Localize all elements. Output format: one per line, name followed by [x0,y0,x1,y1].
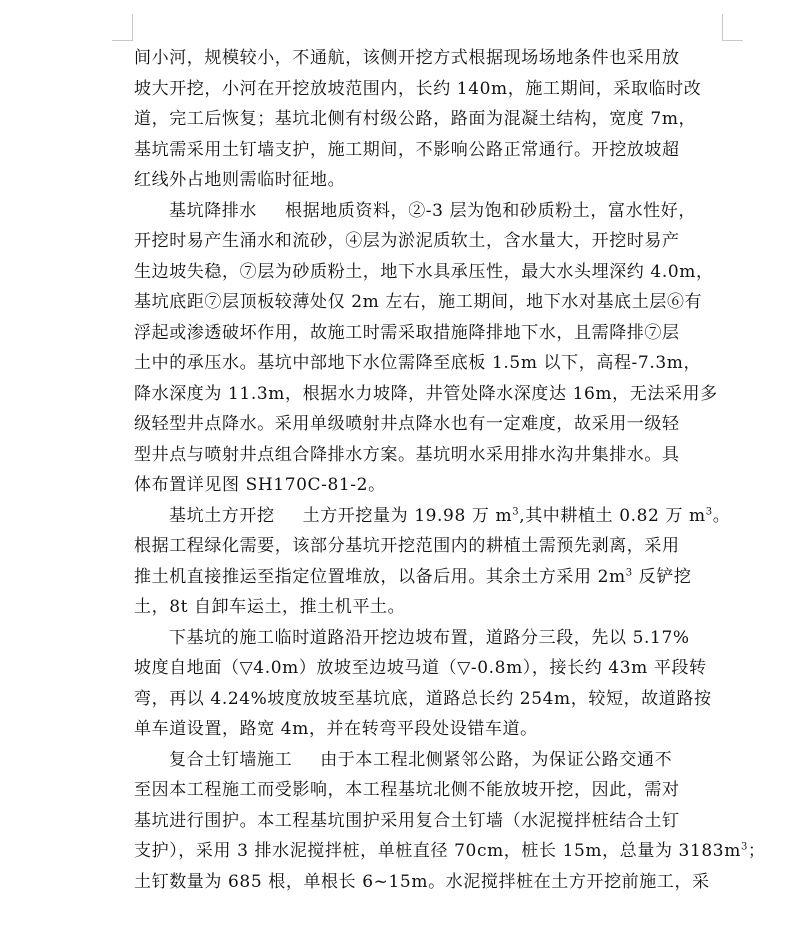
text-line: 开挖时易产生涌水和流砂，④层为淤泥质软土，含水量大，开挖时易产 [134,231,680,251]
text-line: 基坑底距⑦层顶板较薄处仅 2m 左右，施工期间，地下水对基底土层⑥有 [134,292,703,312]
text-line: 根据工程绿化需要，该部分基坑开挖范围内的耕植土需预先剥离，采用 [134,536,680,556]
document-body [134,43,766,897]
text-line-content: 根据地质资料，②-3 层为饱和砂质粉土，富水性好， [285,200,696,221]
text-line-content: 推土机直接推运至指定位置堆放，以备后用。其余土方采用 2m [134,566,626,587]
text-line: 红线外占地则需临时征地。 [134,170,346,190]
text-line: 单车道设置，路宽 4m，并在转弯平段处设错车道。 [134,719,538,739]
top-left-crop-mark [112,14,133,41]
text-line: 土中的承压水。基坑中部地下水位需降至底板 1.5m 以下，高程-7.3m， [134,353,702,373]
text-line: 型井点与喷射井点组合降排水方案。基坑明水采用排水沟井集排水。具 [134,444,680,465]
paragraph-earthwork [134,501,731,623]
text-line: 浮起或渗透破坏作用，故施工时需采取措施降排地下水，且需降排⑦层 [134,322,680,343]
text-line [134,562,718,593]
text-line: 基坑进行围护。本工程基坑围护采用复合土钉墙（水泥搅拌桩结合土钉 [134,810,680,831]
text-line: 基坑需采用土钉墙支护，施工期间，不影响公路正常通行。开挖放坡超 [134,139,680,160]
section-heading: 基坑土方开挖 [169,505,275,526]
text-line: 生边坡失稳，⑦层为砂质粉土，地下水具承压性，最大水头埋深约 4.0m， [134,261,714,282]
text-line-content: 由于本工程北侧紧邻公路，为保证公路交通不 [320,749,673,770]
text-line: 土，8t 自卸车运土，推土机平土。 [134,597,406,617]
text-line: 下基坑的施工临时道路沿开挖边坡布置，道路分三段，先以 5.17% [169,627,690,648]
text-line-content: 支护），采用 3 排水泥搅拌桩，单桩直径 70cm，桩长 15m，总量为 3183m [134,841,741,861]
paragraph-dewatering [134,196,718,501]
text-line [134,196,718,227]
text-line: 至因本工程施工而受影响，本工程基坑北侧不能放坡开挖，因此，需对 [134,780,680,800]
text-line [134,501,731,532]
text-line: 级轻型井点降水。采用单级喷射井点降水也有一定难度，故采用一级轻 [134,414,680,434]
text-line-content: 土方开挖量为 19.98 万 m [302,505,513,526]
text-line: 弯，再以 4.24%坡度放坡至基坑底，道路总长约 254m，较短，故道路按 [134,688,712,709]
superscript: 3 [512,505,520,517]
superscript: 3 [705,505,713,517]
section-heading: 复合土钉墙施工 [169,749,293,770]
text-line-content: ； [747,841,766,861]
text-line: 土钉数量为 685 根，单根长 6~15m。水泥搅拌桩在土方开挖前施工，采 [134,871,710,892]
top-right-crop-mark [722,14,743,41]
text-line-content: ,其中耕植土 0.82 万 m [519,505,706,526]
superscript: 3 [625,566,633,578]
text-line: 间小河，规模较小，不通航，该侧开挖方式根据现场场地条件也采用放 [134,48,680,68]
text-line: 坡大开挖，小河在开挖放坡范围内，长约 140m，施工期间，采取临时改 [134,78,702,99]
superscript: 3 [740,841,748,853]
section-heading: 基坑降排水 [169,200,257,221]
text-line: 道，完工后恢复；基坑北侧有村级公路，路面为混凝土结构，宽度 7m， [134,109,697,129]
text-line: 体布置详见图 SH170C-81-2。 [134,475,386,495]
text-line: 降水深度为 11.3m，根据水力坡降，井管处降水深度达 16m，无法采用多 [134,383,718,404]
paragraph-site-conditions [134,43,718,196]
paragraph-soil-nail-wall [134,745,766,898]
text-line [134,836,766,867]
text-line [134,745,718,776]
text-line-content: 。 [712,505,731,526]
paragraph-temporary-road [134,623,718,745]
text-line: 坡度自地面（▽4.0m）放坡至边坡马道（▽-0.8m），接长约 43m 平段转 [134,658,707,678]
text-line-content: 反铲挖 [632,566,692,587]
